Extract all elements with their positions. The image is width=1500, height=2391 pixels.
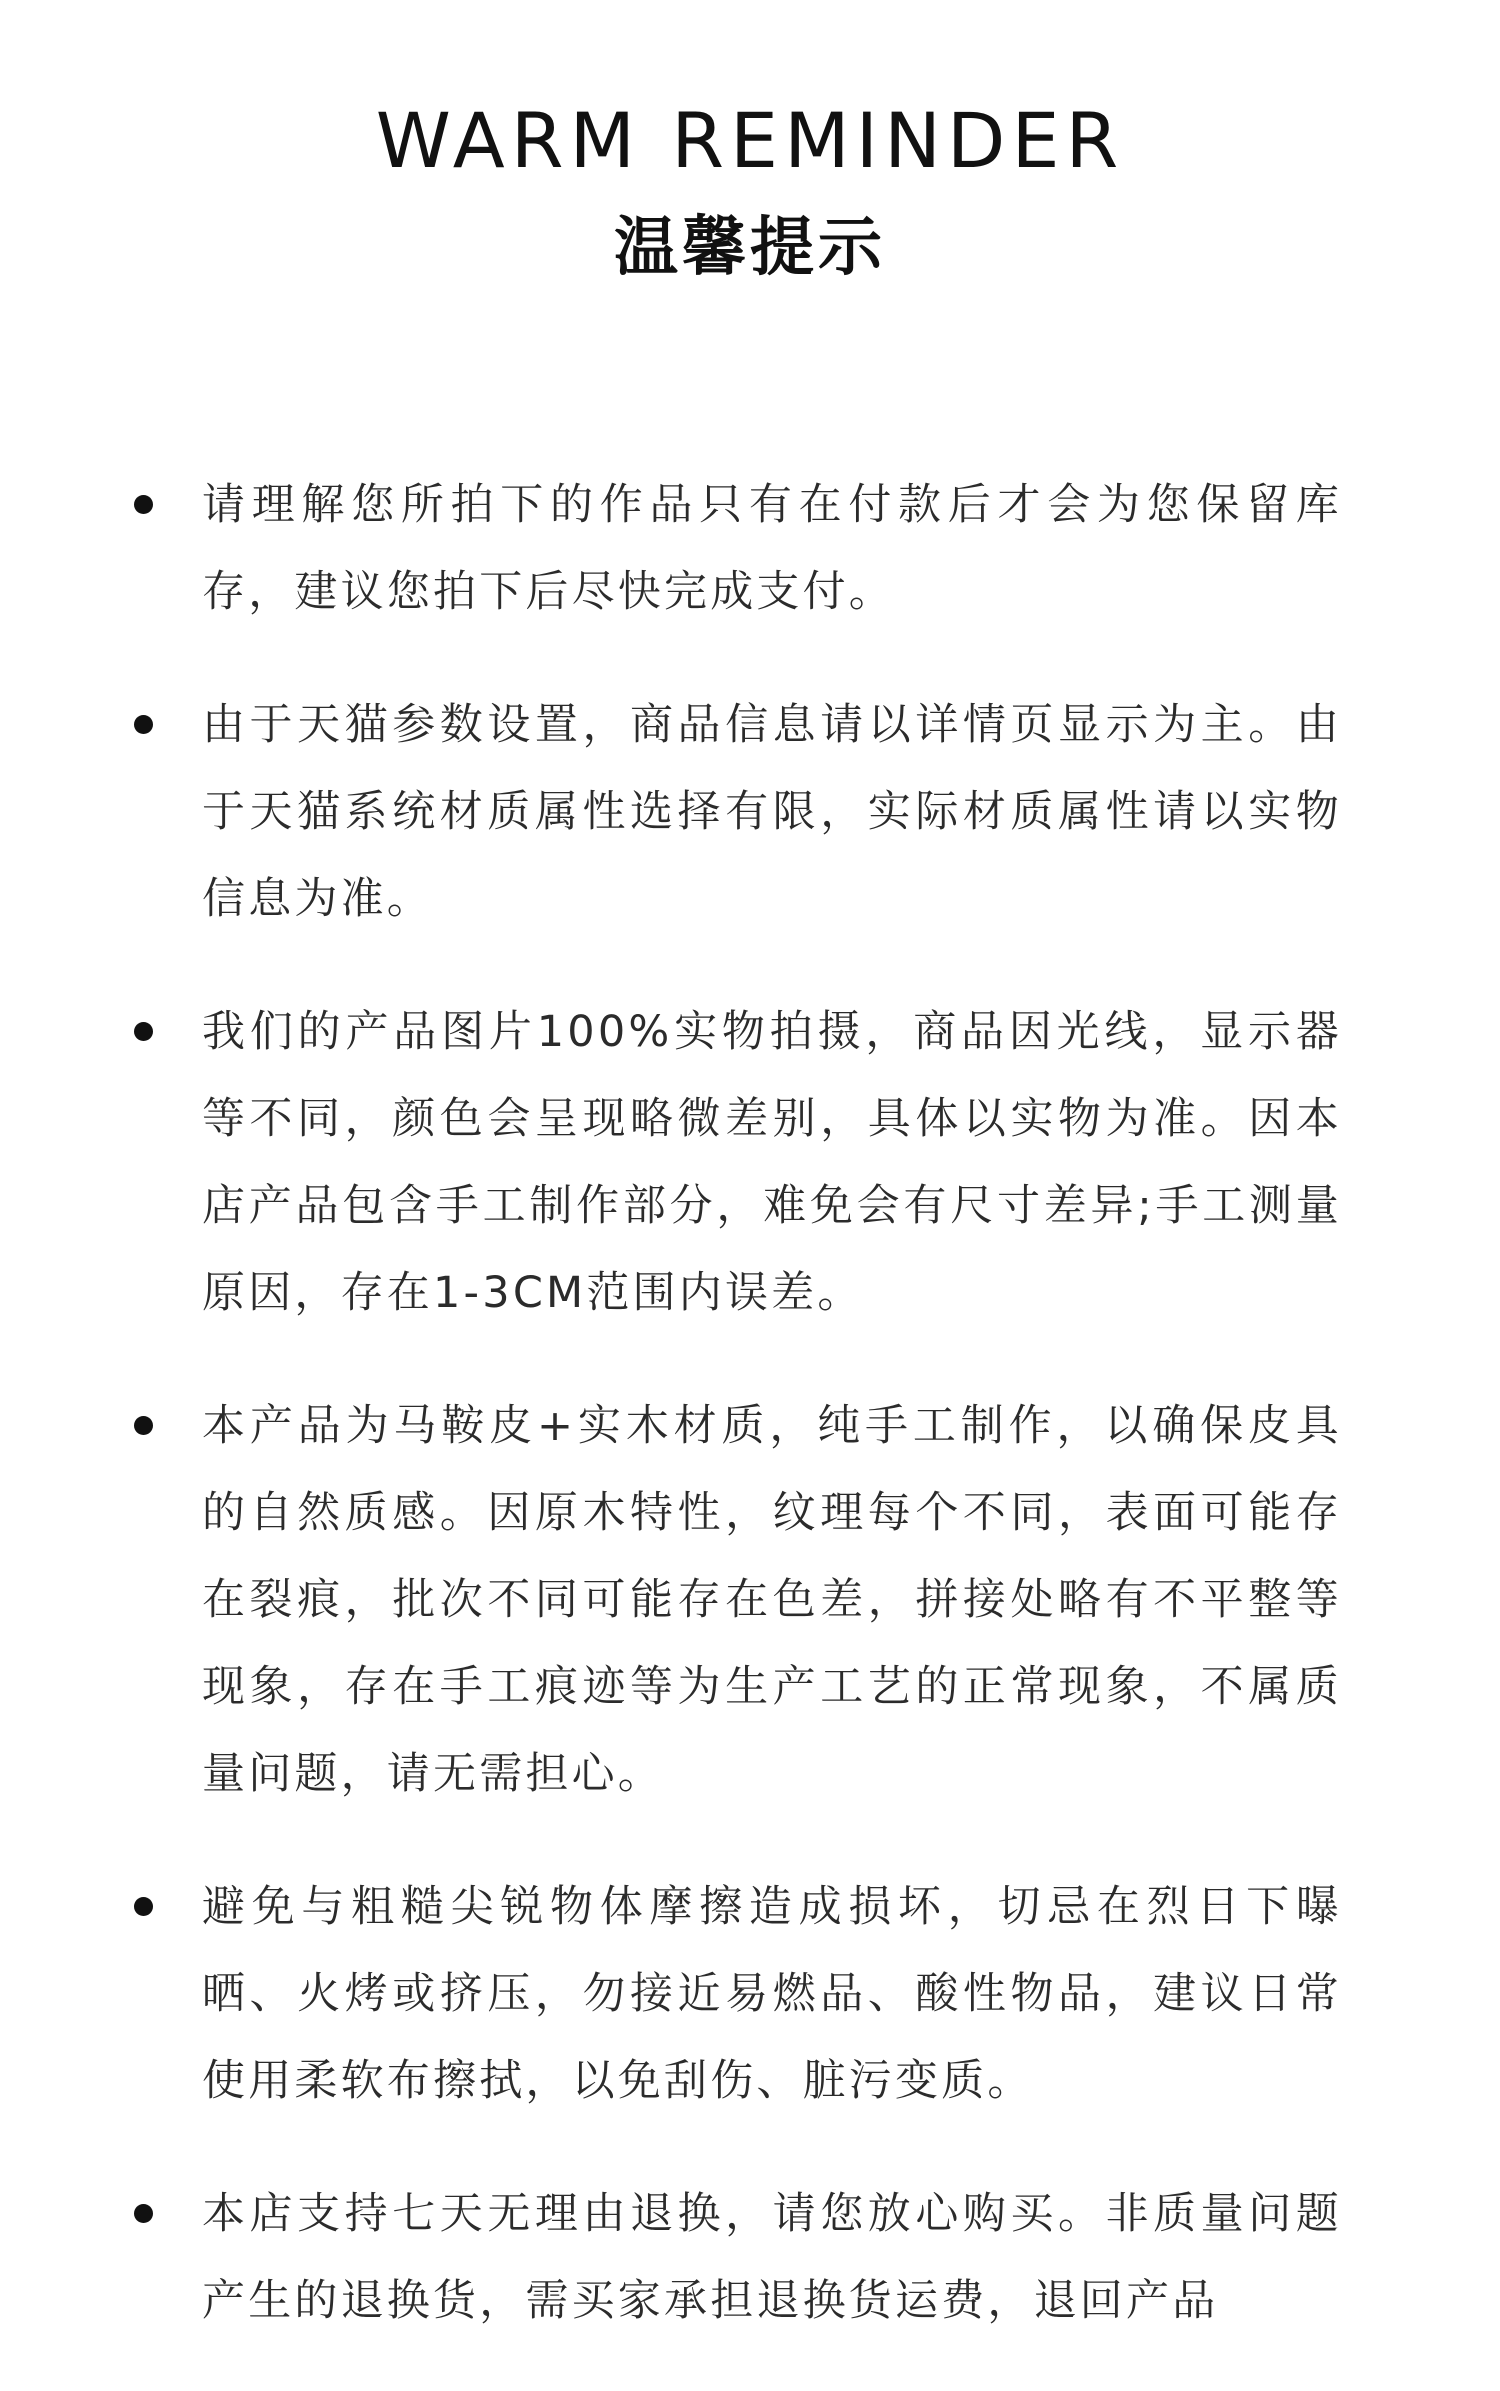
list-item-text: 避免与粗糙尖锐物体摩擦造成损坏，切忌在烈日下曝晒、火烤或挤压，勿接近易燃品、酸性物品，建议日常使用柔软布擦拭，以免刮伤、脏污变质。	[202, 1882, 1342, 2106]
bullet-icon	[134, 1897, 153, 1916]
page-title-chinese: 温馨提示	[614, 211, 886, 285]
list-item-text: 本产品为马鞍皮+实木材质，纯手工制作，以确保皮具的自然质感。因原木特性，纹理每个不同，表面可能存在裂痕，批次不同可能存在色差，拼接处略有不平整等现象，存在手工痕迹等为生产工艺的正常现象，不属质量问题，请无需担心。	[202, 1401, 1342, 1799]
page-title-english: WARM REMINDER	[375, 96, 1125, 185]
reminder-list	[0, 462, 1500, 2391]
list-item	[0, 1383, 1500, 1818]
list-item-text: 我们的产品图片100%实物拍摄，商品因光线，显示器等不同，颜色会呈现略微差别，具体以实物为准。因本店产品包含手工制作部分，难免会有尺寸差异;手工测量原因，存在1-3CM范围内误差。	[202, 1007, 1342, 1318]
list-item	[0, 1864, 1500, 2125]
list-item-text: 由于天猫参数设置，商品信息请以详情页显示为主。由于天猫系统材质属性选择有限，实际材质属性请以实物信息为准。	[202, 700, 1342, 924]
bullet-icon	[134, 715, 153, 734]
bullet-icon	[134, 1416, 153, 1435]
bullet-icon	[134, 495, 153, 514]
bullet-icon	[134, 2204, 153, 2223]
list-item	[0, 989, 1500, 1337]
list-item	[0, 462, 1500, 636]
list-item-text: 请理解您所拍下的作品只有在付款后才会为您保留库存，建议您拍下后尽快完成支付。	[202, 480, 1342, 617]
list-item	[0, 682, 1500, 943]
list-item-text: 本店支持七天无理由退换，请您放心购买。非质量问题产生的退换货，需买家承担退换货运费，退回产品	[202, 2189, 1342, 2326]
list-item	[0, 2171, 1500, 2345]
header	[0, 96, 1500, 288]
bullet-icon	[134, 1022, 153, 1041]
